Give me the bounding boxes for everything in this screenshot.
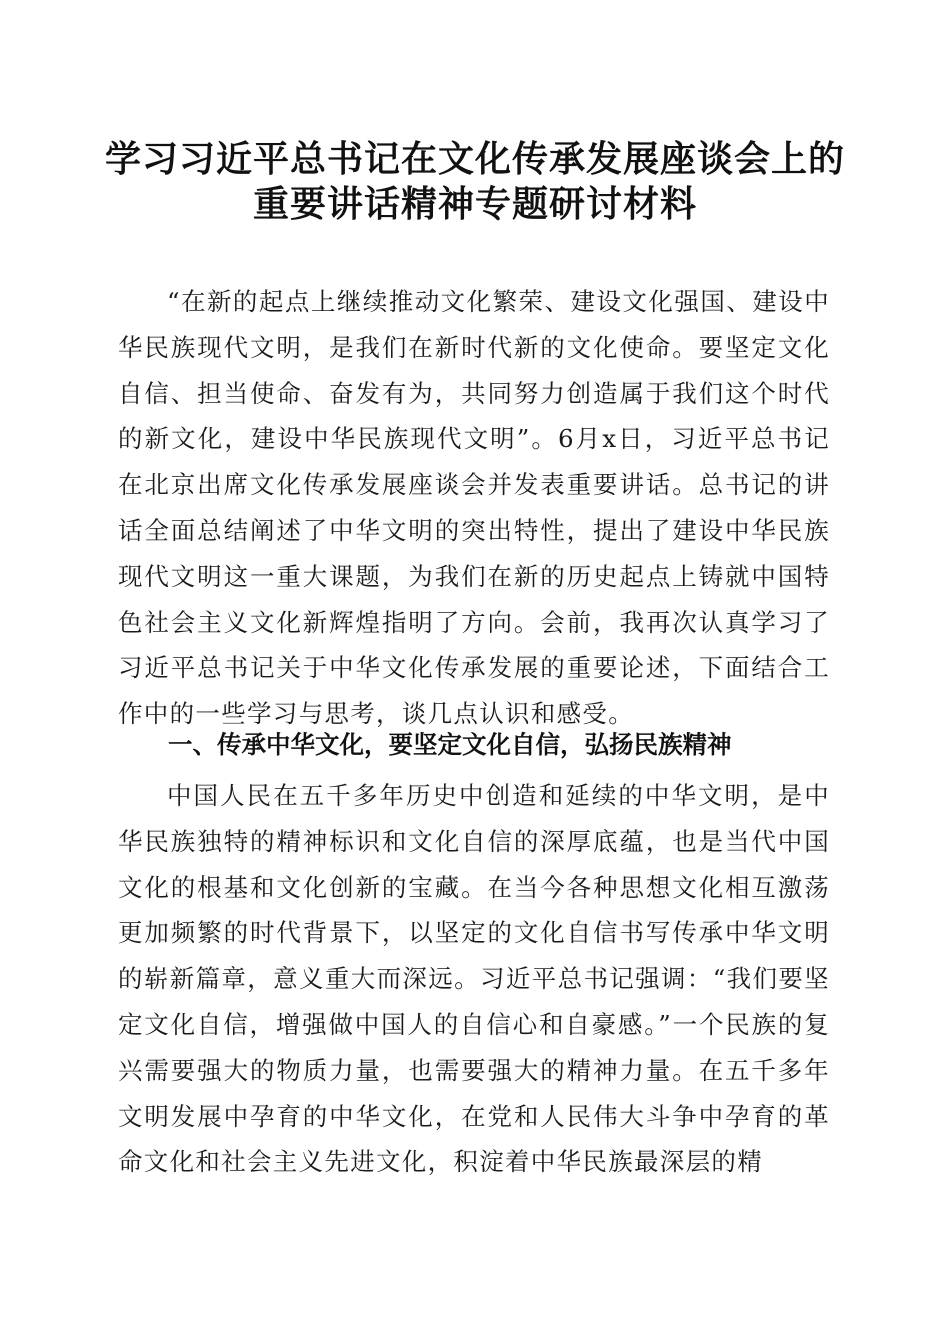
- paragraph-intro: “在新的起点上继续推动文化繁荣、建设文化强国、建设中华民族现代文明，是我们在新时代新的文化使命。要坚定文化自信、担当使命、奋发有为，共同努力创造属于我们这个时代的新文化，建设中华民族现代文明”。6月x日，习近平总书记在北京出席文化传承发展座谈会并发表重要讲话。总书记的讲话全面总结阐述了中华文明的突出特性，提出了建设中华民族现代文明这一重大课题，为我们在新的历史起点上铸就中国特色社会主义文化新辉煌指明了方向。会前，我再次认真学习了习近平总书记关于中华文化传承发展的重要论述，下面结合工作中的一些学习与思考，谈几点认识和感受。: [118, 287, 830, 729]
- document-title-line-1: 学习习近平总书记在文化传承发展座谈会上的: [104, 138, 845, 180]
- section-heading-1: 一、传承中华文化，要坚定文化自信，弘扬民族精神: [168, 730, 732, 759]
- paragraph-section-1: 中国人民在五千多年历史中创造和延续的中华文明，是中华民族独特的精神标识和文化自信的深厚底蕴，也是当代中国文化的根基和文化创新的宝藏。在当今各种思想文化相互激荡更加频繁的时代背景下，以坚定的文化自信书写传承中华文明的崭新篇章，意义重大而深远。习近平总书记强调：“我们要坚定文化自信，增强做中国人的自信心和自豪感。”一个民族的复兴需要强大的物质力量，也需要强大的精神力量。在五千多年文明发展中孕育的中华文化，在党和人民伟大斗争中孕育的革命文化和社会主义先进文化，积淀着中华民族最深层的精: [118, 781, 830, 1177]
- document-title-line-2: 重要讲话精神专题研讨材料: [252, 183, 697, 225]
